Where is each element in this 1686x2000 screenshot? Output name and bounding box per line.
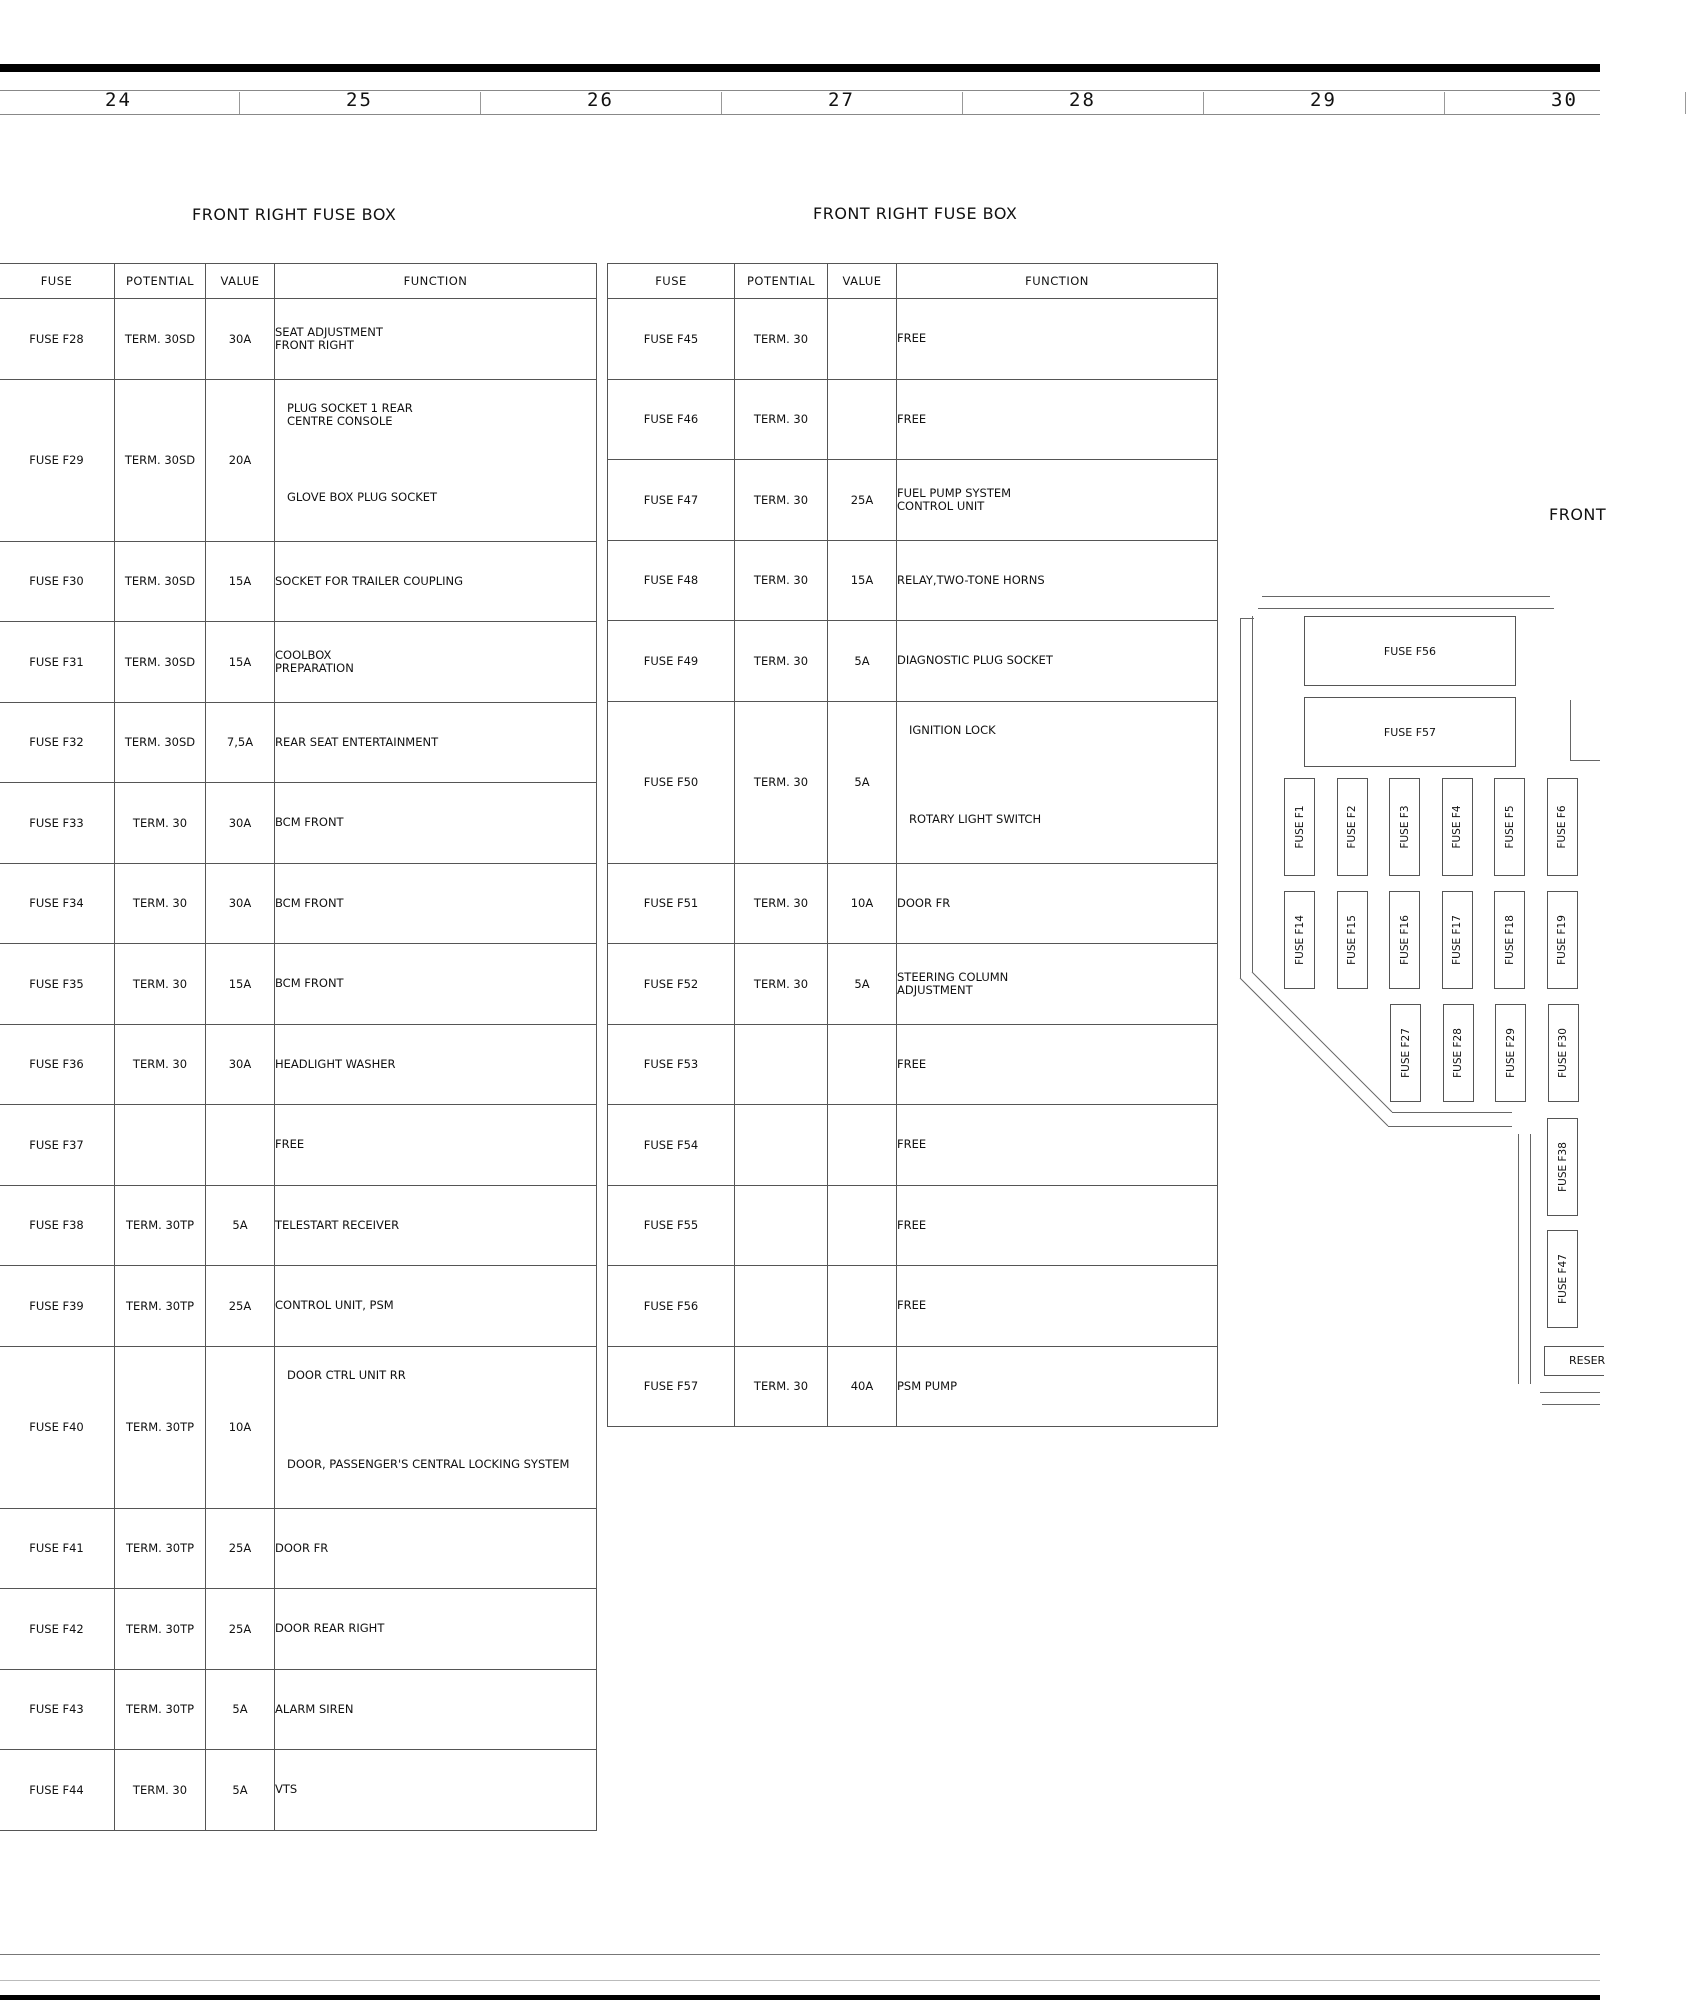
function-cell — [897, 379, 1218, 460]
function-text: STEERING COLUMN — [897, 969, 1009, 984]
potential-cell — [735, 1024, 828, 1105]
fuse-slot-label: FUSE F19 — [1556, 915, 1568, 965]
table-row — [0, 1669, 597, 1750]
fuse-cell: FUSE F32 — [0, 702, 115, 783]
fuse-slot — [1442, 891, 1473, 989]
column-index-strip — [0, 88, 1600, 114]
function-cell — [897, 1346, 1218, 1427]
function-text: FREE — [897, 411, 927, 426]
function-cell — [275, 622, 597, 703]
potential-cell: TERM. 30TP — [115, 1589, 206, 1670]
column-divider — [239, 92, 240, 114]
function-text: IGNITION LOCK — [909, 723, 996, 738]
value-cell — [828, 1185, 897, 1266]
value-cell — [828, 1105, 897, 1186]
function-text: DOOR REAR RIGHT — [275, 1621, 385, 1636]
fuse-slot — [1337, 891, 1368, 989]
fuse-cell: FUSE F28 — [0, 299, 115, 380]
table-row — [0, 1589, 597, 1670]
fuse-slot-label: FUSE F17 — [1451, 915, 1463, 965]
table-row — [608, 621, 1218, 702]
fuse-slot — [1547, 778, 1578, 876]
function-text: BCM FRONT — [275, 895, 344, 910]
value-cell: 25A — [828, 460, 897, 541]
function-text: FRONT RIGHT — [275, 337, 354, 352]
fuse-cell: FUSE F44 — [0, 1750, 115, 1831]
table-row — [608, 1346, 1218, 1427]
potential-cell — [735, 1266, 828, 1347]
fuse-cell: FUSE F55 — [608, 1185, 735, 1266]
fuse-slot-label: FUSE F3 — [1398, 805, 1411, 849]
value-cell: 5A — [828, 944, 897, 1025]
table-row — [608, 540, 1218, 621]
function-text: SOCKET FOR TRAILER COUPLING — [275, 573, 464, 588]
table-row — [0, 1508, 597, 1589]
value-cell: 5A — [828, 621, 897, 702]
function-text: CONTROL UNIT, PSM — [275, 1298, 394, 1313]
fuse-slot-label: FUSE F16 — [1398, 915, 1411, 965]
table-row — [608, 1105, 1218, 1186]
value-cell: 15A — [206, 944, 275, 1025]
fuse-cell: FUSE F30 — [0, 541, 115, 622]
function-text: DOOR FR — [897, 895, 951, 910]
fuse-cell: FUSE F48 — [608, 540, 735, 621]
value-cell: 15A — [206, 541, 275, 622]
outline-diagonal-inner — [1252, 972, 1392, 1112]
function-text: BCM FRONT — [275, 976, 344, 991]
function-cell — [275, 1750, 597, 1831]
value-cell: 5A — [206, 1185, 275, 1266]
column-divider — [1444, 92, 1445, 114]
table-row — [0, 1750, 597, 1831]
function-text: ADJUSTMENT — [897, 982, 973, 997]
function-cell — [897, 460, 1218, 541]
fuse-slot — [1443, 1004, 1474, 1102]
column-number: 27 — [828, 89, 855, 111]
header-fuse: FUSE — [0, 264, 115, 299]
value-cell: 30A — [206, 783, 275, 864]
column-divider — [962, 92, 963, 114]
table-row — [608, 1266, 1218, 1347]
table-row — [608, 863, 1218, 944]
function-text: FREE — [897, 1217, 927, 1232]
fuse-cell: FUSE F37 — [0, 1105, 115, 1186]
function-text: SEAT ADJUSTMENT — [275, 324, 383, 339]
function-text: COOLBOX — [275, 647, 332, 662]
fuse-box-layout-diagram — [1230, 580, 1606, 1420]
function-cell — [897, 1105, 1218, 1186]
fuse-slot-label: FUSE F27 — [1399, 1028, 1412, 1078]
potential-cell — [115, 1105, 206, 1186]
fuse-slot — [1442, 778, 1473, 876]
potential-cell — [735, 1185, 828, 1266]
fuse-slot — [1390, 1004, 1421, 1102]
fuse-cell: FUSE F53 — [608, 1024, 735, 1105]
reserve-slot: RESER — [1544, 1346, 1604, 1376]
fuse-slot-label: FUSE F1 — [1293, 805, 1306, 849]
potential-cell: TERM. 30 — [115, 1024, 206, 1105]
potential-cell: TERM. 30TP — [115, 1346, 206, 1508]
potential-cell: TERM. 30 — [735, 379, 828, 460]
fuse-cell: FUSE F54 — [608, 1105, 735, 1186]
table-row — [0, 863, 597, 944]
function-text: FREE — [897, 331, 927, 346]
column-number: 26 — [587, 89, 614, 111]
potential-cell — [735, 1105, 828, 1186]
table-row — [0, 379, 597, 541]
table-row — [608, 379, 1218, 460]
function-cell — [897, 621, 1218, 702]
table-row — [608, 299, 1218, 380]
fuse-slot — [1547, 1118, 1578, 1216]
fuse-slot-label: FUSE F4 — [1451, 805, 1463, 849]
fuse-slot — [1389, 778, 1420, 876]
fuse-slot — [1284, 891, 1315, 989]
value-cell — [828, 1266, 897, 1347]
function-text: PSM PUMP — [897, 1378, 958, 1393]
potential-cell: TERM. 30SD — [115, 702, 206, 783]
table-row — [0, 1346, 597, 1508]
fuse-cell: FUSE F43 — [0, 1669, 115, 1750]
function-cell — [275, 1105, 597, 1186]
function-text: FREE — [275, 1137, 305, 1152]
fuse-cell: FUSE F47 — [608, 460, 735, 541]
function-cell — [897, 701, 1218, 863]
value-cell: 15A — [206, 622, 275, 703]
function-cell — [897, 1185, 1218, 1266]
fuse-cell: FUSE F57 — [608, 1346, 735, 1427]
function-text: RELAY,TWO-TONE HORNS — [897, 572, 1045, 587]
potential-cell: TERM. 30 — [115, 783, 206, 864]
large-fuse-slot: FUSE F56 — [1304, 616, 1516, 686]
potential-cell: TERM. 30TP — [115, 1508, 206, 1589]
value-cell — [206, 1105, 275, 1186]
fuse-cell: FUSE F35 — [0, 944, 115, 1025]
footer-line-1 — [0, 1954, 1600, 1955]
left-fuse-table — [0, 263, 597, 1831]
table-row — [608, 701, 1218, 863]
table-row — [608, 944, 1218, 1025]
potential-cell: TERM. 30TP — [115, 1266, 206, 1347]
fuse-cell: FUSE F40 — [0, 1346, 115, 1508]
function-text: ALARM SIREN — [275, 1701, 354, 1716]
fuse-cell: FUSE F49 — [608, 621, 735, 702]
potential-cell: TERM. 30 — [735, 701, 828, 863]
function-cell — [897, 540, 1218, 621]
function-cell — [275, 541, 597, 622]
fuse-slot-label: FUSE F30 — [1557, 1028, 1569, 1078]
fuse-cell: FUSE F36 — [0, 1024, 115, 1105]
function-cell — [275, 299, 597, 380]
header-potential: POTENTIAL — [735, 264, 828, 299]
fuse-slot-label: FUSE F5 — [1503, 805, 1516, 849]
column-divider — [1203, 92, 1204, 114]
potential-cell: TERM. 30 — [115, 1750, 206, 1831]
value-cell: 15A — [828, 540, 897, 621]
column-number: 25 — [346, 89, 373, 111]
potential-cell: TERM. 30 — [735, 299, 828, 380]
potential-cell: TERM. 30SD — [115, 622, 206, 703]
value-cell — [828, 299, 897, 380]
potential-cell: TERM. 30SD — [115, 379, 206, 541]
function-cell — [275, 1346, 597, 1508]
value-cell: 25A — [206, 1508, 275, 1589]
fuse-cell: FUSE F52 — [608, 944, 735, 1025]
function-cell — [275, 944, 597, 1025]
potential-cell: TERM. 30 — [735, 460, 828, 541]
value-cell: 25A — [206, 1589, 275, 1670]
fuse-cell: FUSE F56 — [608, 1266, 735, 1347]
fuse-slot-label: FUSE F15 — [1346, 915, 1358, 965]
function-text: PREPARATION — [275, 660, 354, 675]
fuse-slot — [1284, 778, 1315, 876]
function-cell — [275, 379, 597, 541]
fuse-cell: FUSE F38 — [0, 1185, 115, 1266]
function-text: ROTARY LIGHT SWITCH — [909, 811, 1042, 826]
grid-line-bottom — [0, 114, 1600, 115]
function-text: DIAGNOSTIC PLUG SOCKET — [897, 653, 1053, 668]
function-text: DOOR, PASSENGER'S CENTRAL LOCKING SYSTEM — [287, 1456, 570, 1471]
table-row — [0, 541, 597, 622]
fuse-cell: FUSE F31 — [0, 622, 115, 703]
fuse-slot — [1548, 1004, 1579, 1102]
function-text: BCM FRONT — [275, 815, 344, 830]
header-potential: POTENTIAL — [115, 264, 206, 299]
header-value: VALUE — [828, 264, 897, 299]
function-cell — [275, 1669, 597, 1750]
function-cell — [275, 1185, 597, 1266]
table-row — [608, 460, 1218, 541]
potential-cell: TERM. 30TP — [115, 1185, 206, 1266]
fuse-slot — [1494, 778, 1525, 876]
value-cell: 10A — [206, 1346, 275, 1508]
value-cell — [828, 379, 897, 460]
value-cell: 7,5A — [206, 702, 275, 783]
potential-cell: TERM. 30 — [115, 944, 206, 1025]
potential-cell: TERM. 30SD — [115, 299, 206, 380]
fuse-slot-label: FUSE F2 — [1346, 805, 1358, 849]
footer-line-2 — [0, 1980, 1600, 1981]
function-text: DOOR CTRL UNIT RR — [287, 1368, 406, 1383]
function-text: FREE — [897, 1056, 927, 1071]
fuse-cell: FUSE F29 — [0, 379, 115, 541]
potential-cell: TERM. 30 — [735, 863, 828, 944]
fuse-slot-label: FUSE F28 — [1452, 1028, 1464, 1078]
function-text: GLOVE BOX PLUG SOCKET — [287, 489, 438, 504]
fuse-slot-label: FUSE F47 — [1556, 1254, 1569, 1304]
fuse-slot-label: FUSE F18 — [1503, 915, 1516, 965]
column-divider — [480, 92, 481, 114]
function-cell — [275, 1024, 597, 1105]
function-text: VTS — [275, 1782, 298, 1797]
value-cell — [828, 1024, 897, 1105]
column-divider — [721, 92, 722, 114]
function-text: FREE — [897, 1137, 927, 1152]
function-text: FUEL PUMP SYSTEM — [897, 485, 1012, 500]
header-function: FUNCTION — [275, 264, 597, 299]
column-number: 28 — [1069, 89, 1096, 111]
left-fuse-box-title: FRONT RIGHT FUSE BOX — [192, 205, 397, 224]
table-row — [0, 622, 597, 703]
right-fuse-table — [607, 263, 1218, 1427]
table-row — [0, 1105, 597, 1186]
column-number: 30 — [1551, 89, 1578, 111]
function-cell — [275, 1589, 597, 1670]
table-row — [608, 1185, 1218, 1266]
function-cell — [897, 1024, 1218, 1105]
function-cell — [897, 1266, 1218, 1347]
fuse-cell: FUSE F34 — [0, 863, 115, 944]
function-cell — [897, 299, 1218, 380]
fuse-cell: FUSE F51 — [608, 863, 735, 944]
table-row — [0, 944, 597, 1025]
function-cell — [897, 944, 1218, 1025]
function-text: REAR SEAT ENTERTAINMENT — [275, 734, 439, 749]
function-cell — [275, 1266, 597, 1347]
fuse-slot — [1547, 1230, 1578, 1328]
fuse-slot — [1494, 891, 1525, 989]
fuse-slot-label: FUSE F6 — [1556, 805, 1568, 849]
fuse-cell: FUSE F45 — [608, 299, 735, 380]
right-fuse-box-title: FRONT RIGHT FUSE BOX — [813, 204, 1018, 223]
table-row — [0, 783, 597, 864]
column-number: 24 — [105, 89, 132, 111]
function-text: CONTROL UNIT — [897, 498, 985, 513]
fuse-cell: FUSE F46 — [608, 379, 735, 460]
fuse-cell: FUSE F39 — [0, 1266, 115, 1347]
potential-cell: TERM. 30 — [735, 1346, 828, 1427]
top-border-bar — [0, 64, 1600, 72]
fuse-slot-label: FUSE F38 — [1556, 1142, 1569, 1192]
value-cell: 30A — [206, 863, 275, 944]
potential-cell: TERM. 30 — [735, 944, 828, 1025]
potential-cell: TERM. 30TP — [115, 1669, 206, 1750]
table-row — [0, 1266, 597, 1347]
function-text: TELESTART RECEIVER — [275, 1217, 400, 1232]
value-cell: 40A — [828, 1346, 897, 1427]
table-header-row — [0, 264, 597, 299]
fuse-cell: FUSE F33 — [0, 783, 115, 864]
value-cell: 25A — [206, 1266, 275, 1347]
value-cell: 30A — [206, 299, 275, 380]
table-row — [0, 702, 597, 783]
fuse-slot — [1495, 1004, 1526, 1102]
value-cell: 5A — [828, 701, 897, 863]
header-value: VALUE — [206, 264, 275, 299]
function-cell — [275, 702, 597, 783]
function-text: FREE — [897, 1298, 927, 1313]
bottom-border-bar — [0, 1995, 1600, 2000]
outline-diagonal-outer — [1240, 978, 1388, 1126]
value-cell: 5A — [206, 1750, 275, 1831]
function-text: PLUG SOCKET 1 REAR CENTRE CONSOLE — [287, 401, 413, 429]
potential-cell: TERM. 30 — [115, 863, 206, 944]
table-row — [0, 299, 597, 380]
table-header-row — [608, 264, 1218, 299]
fuse-slot — [1389, 891, 1420, 989]
value-cell: 10A — [828, 863, 897, 944]
large-fuse-slot: FUSE F57 — [1304, 697, 1516, 767]
fuse-cell: FUSE F50 — [608, 701, 735, 863]
function-text: HEADLIGHT WASHER — [275, 1056, 396, 1071]
diagram-title: FRONT — [1549, 505, 1607, 524]
function-cell — [275, 863, 597, 944]
fuse-slot-label: FUSE F29 — [1504, 1028, 1517, 1078]
header-fuse: FUSE — [608, 264, 735, 299]
column-number: 29 — [1310, 89, 1337, 111]
function-text: DOOR FR — [275, 1540, 329, 1555]
header-function: FUNCTION — [897, 264, 1218, 299]
value-cell: 30A — [206, 1024, 275, 1105]
fuse-slot-label: FUSE F14 — [1293, 915, 1306, 965]
fuse-slot — [1547, 891, 1578, 989]
potential-cell: TERM. 30 — [735, 540, 828, 621]
table-row — [0, 1024, 597, 1105]
fuse-cell: FUSE F42 — [0, 1589, 115, 1670]
function-cell — [897, 863, 1218, 944]
function-cell — [275, 783, 597, 864]
table-row — [608, 1024, 1218, 1105]
fuse-slot — [1337, 778, 1368, 876]
value-cell: 5A — [206, 1669, 275, 1750]
function-cell — [275, 1508, 597, 1589]
fuse-cell: FUSE F41 — [0, 1508, 115, 1589]
table-row — [0, 1185, 597, 1266]
potential-cell: TERM. 30SD — [115, 541, 206, 622]
potential-cell: TERM. 30 — [735, 621, 828, 702]
value-cell: 20A — [206, 379, 275, 541]
